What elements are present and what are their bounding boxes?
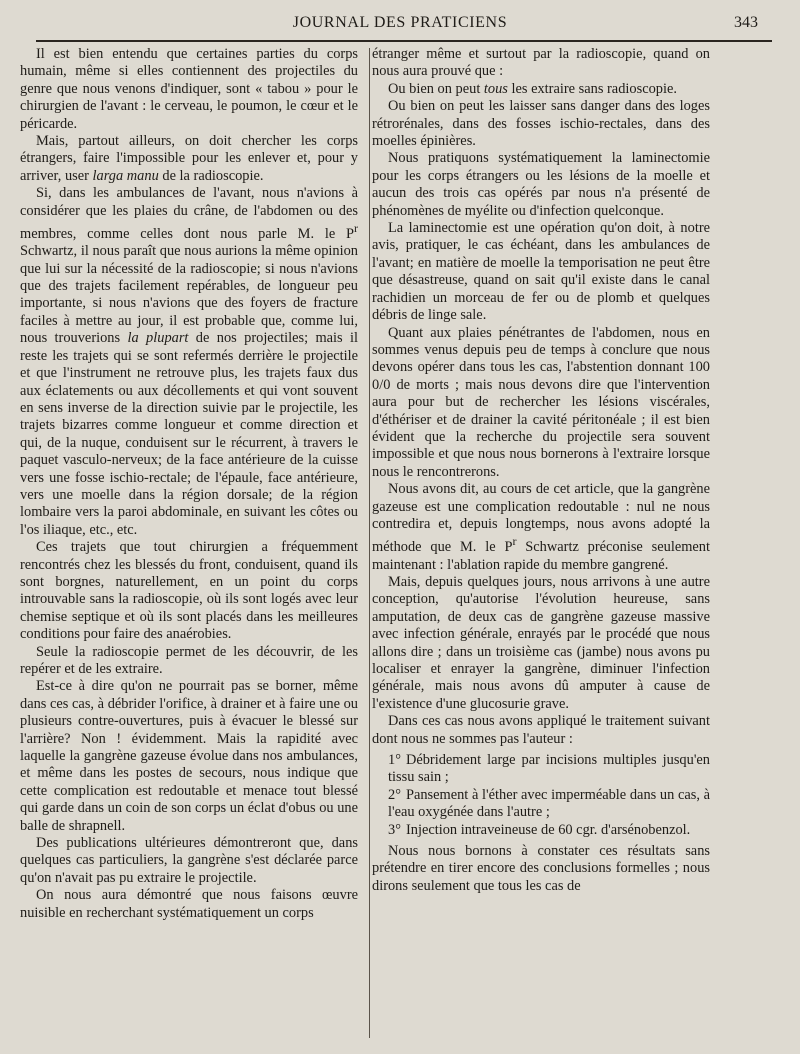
paragraph: Dans ces cas nous avons appliqué le traitement suivant dont nous ne sommes pas l'auteur : [372,713,710,747]
paragraph: Seule la radioscopie permet de les découvrir, de les repérer et de les extraire. [20,643,358,678]
page-number: 343 [734,14,758,31]
paragraph: Des publications ultérieures démontreront que, dans quelques cas particuliers, la gangrène s'est déclarée parce qu'on n'avait pas pu extraire le projectile. [20,835,358,886]
paragraph: Si, dans les ambulances de l'avant, nous n'avions à considérer que les plaies du crâne, de l'abdomen ou des membres, comme celles dont nous parle M. le $P^r$ Schwartz, il nous paraît que nous aurions la même opinion que lui sur la nécessité de la radioscopie; si nous n'avions que des trajets facilement repérables, de longueur peu importante, si nous n'avions que des foyers de fracture faciles à mettre au jour, il est probable que, comme lui, nous trouverions la plupart de nos projectiles; mais il reste les trajets qui se sont refermés derrière le projectile et que l'instrument ne retrouve plus, les trajets faux dus aux éclatements ou aux décollements et qui vont souvent en sens inverse de la direction suivie par le projectile, les trajets bizarres comme longueur et comme direction et qui, de la nuque, conduisent sur le récurrent, à travers le paquet vasculo-nerveux; de la face antérieure de la cuisse vers une fosse ischio-rectale; de l'épaule, face antérieure, vers une moelle dans la région dorsale; de la région lombaire vers la paroi abdominale, en suivant les côtes ou l'os iliaque, etc., etc. [20,185,358,538]
paragraph: Est-ce à dire qu'on ne pourrait pas se borner, même dans ces cas, à débrider l'orifice, à drainer et à faire une ou plusieurs contre-ouvertures, puis à évacuer le blessé sur l'arrière? Non ! évidemment. Mais la rapidité avec laquelle la gangrène gazeuse évolue dans nos ambulances, et même dans les postes de secours, nous indique que cette complication est redoutable et menace tout blessé qui garde dans un coin de son corps un éclat d'obus ou une balle de shrapnell. [20,678,358,834]
list-number: 2° [388,786,401,803]
treatment-list-item: 1° Débridement large par incisions multiples jusqu'en tissu sain ; [388,752,710,786]
superscript: r [354,221,358,236]
article-columns [20,46,784,1044]
italic-text: la plupart [127,330,189,347]
list-number: 3° [388,821,401,838]
treatment-list-item: 2° Pansement à l'éther avec imperméable dans un cas, à l'eau oxygénée dans l'autre ; [388,786,710,821]
paragraph: Ou bien on peut tous les extraire sans radioscopie. [388,80,677,97]
left-column [20,46,358,922]
right-column [372,46,710,895]
list-number: 1° [388,752,401,769]
paragraph: On nous aura démontré que nous faisons œuvre nuisible en recherchant systématiquement un corps [20,887,358,921]
paragraph: Ou bien on peut les laisser sans danger dans des loges rétrorénales, dans des fosses ischio-rectales, dans des moelles épinières. [372,98,710,150]
paragraph: Quant aux plaies pénétrantes de l'abdomen, nous en sommes venus depuis peu de temps à conclure que nous devons opérer dans tous les cas, l'abstention donnant 100 0/0 de morts ; mais nous devons dire que l'intervention aura pour but de rechercher les lésions viscérales, d'éthériser et de drainer la cavité péritonéale ; il est bien évident que la recherche du projectile sera souvent impossible et que nous nous bornerons à l'extraire lorsque nous le rencontrerons. [372,324,710,480]
paragraph: Nous avons dit, au cours de cet article, que la gangrène gazeuse est une complication redoutable : nul ne nous contredira et, depuis longtemps, nous avons adopté la méthode que M. le $P^r$ Schwartz préconise seulement maintenant : l'ablation rapide du membre gangrené. [372,481,710,573]
treatment-list-item: 3° Injection intraveineuse de 60 cgr. d'arsénobenzol. [388,821,691,838]
paragraph: Mais, partout ailleurs, on doit chercher les corps étrangers, faire l'impossible pour les enlever et, pour y arriver, user larga manu de la radioscopie. [20,133,358,184]
superscript: r [512,534,517,549]
running-header [36,12,764,36]
paragraph: La laminectomie est une opération qu'on doit, à notre avis, pratiquer, le cas échéant, dans les ambulances de l'avant; en matière de moelle la temporisation ne peut être que désastreuse, quand on sait qu'il existe dans le canal rachidien un morceau de fer ou de plomb et quelques débris de linge sale. [372,220,710,324]
paragraph: Il est bien entendu que certaines parties du corps humain, même si elles contiennent des projectiles du genre que nous venons d'indiquer, sont « tabou » pour le chirurgien de l'avant : le cerveau, le poumon, le cœur et le péricarde. [20,46,358,132]
paragraph: Nous pratiquons systématiquement la laminectomie pour les corps étrangers ou les lésions de la moelle et aucun des trois cas opérés par nous n'a présenté de phénomènes de myélite ou d'infection quelconque. [372,150,710,219]
paragraph: Nous nous bornons à constater ces résultats sans prétendre en tirer encore des conclusions formelles ; nous dirons seulement que tous les cas de [372,843,710,894]
journal-title: JOURNAL DES PRATICIENS [292,14,508,31]
paragraph: Ces trajets que tout chirurgien a fréquemment rencontrés chez les blessés du front, conduisent, quand ils sont borgnes, naturellement, en un point du corps introuvable sans la radioscopie, où ils sont logés avec leur chemise septique et où ils sont placés dans les meilleures conditions pour faire des anaérobies. [20,539,358,643]
paragraph: étranger même et surtout par la radioscopie, quand on nous aura prouvé que : [372,46,710,80]
paragraph: Mais, depuis quelques jours, nous arrivons à une autre conception, qu'autorise l'évolution heureuse, sans amputation, de deux cas de gangrène gazeuse massive avec infection générale, enrayés par le procédé que nous allons dire ; dans un troisième cas (jambe) nous avons pu localiser et enrayer la gangrène, diminuer l'infection générale, mais nous avons dû amputer à cause de l'existence d'une glucosurie grave. [372,573,710,712]
italic-text: tous [483,80,508,97]
italic-text: larga manu [92,167,159,184]
column-divider [369,48,370,1038]
header-rule [36,40,772,42]
